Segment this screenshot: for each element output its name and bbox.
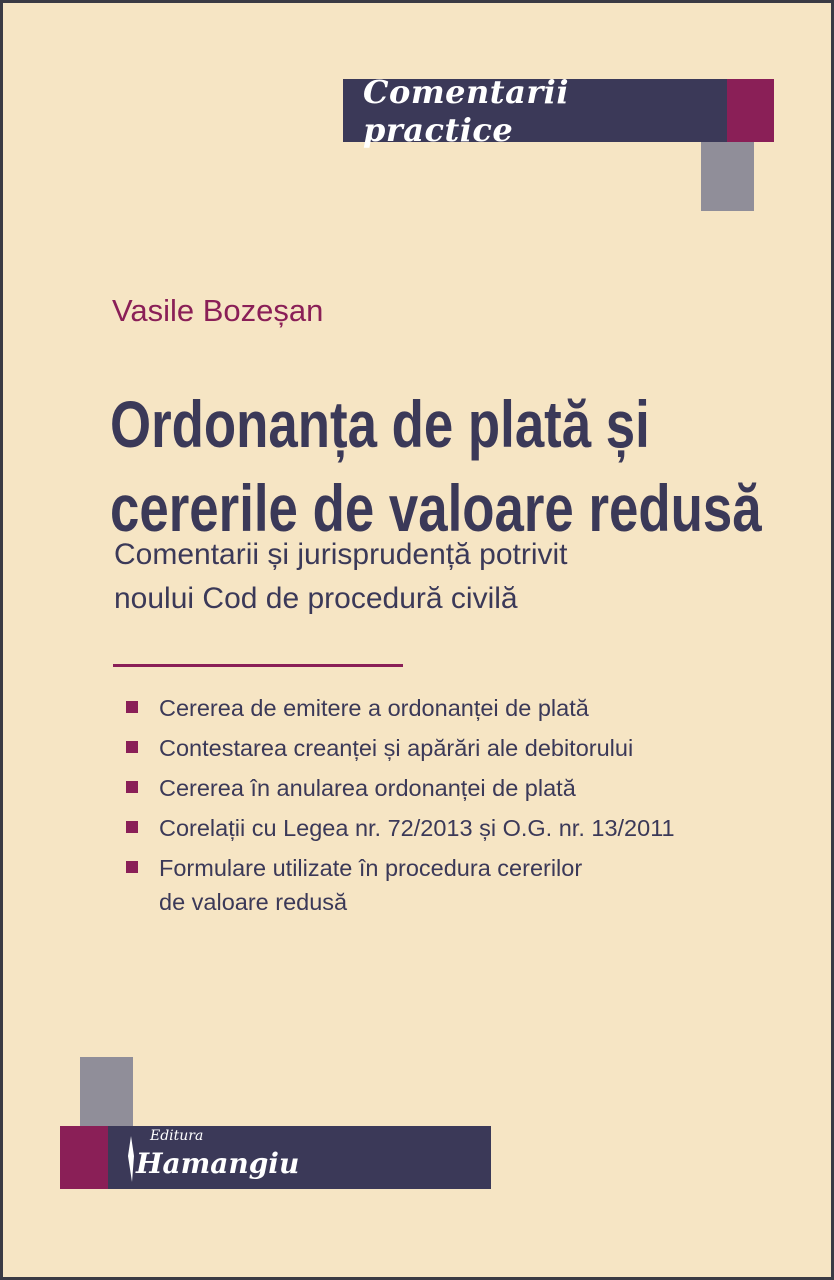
title-line-1: Ordonanța de plată și [110, 387, 650, 461]
publisher-name: Hamangiu [136, 1147, 300, 1180]
list-item-text-cont: de valoare redusă [159, 889, 348, 915]
accent-block-top [727, 79, 774, 142]
bullet-square-icon [126, 701, 138, 713]
topic-list [126, 688, 675, 916]
book-title [110, 382, 762, 550]
list-item [126, 768, 675, 808]
bullet-square-icon [126, 861, 138, 873]
book-subtitle [114, 533, 568, 621]
gray-block-bottom [80, 1057, 133, 1126]
list-item-text: Cererea de emitere a ordonanței de plată [159, 695, 589, 721]
bullet-square-icon [126, 821, 138, 833]
publisher-logo [108, 1126, 491, 1189]
accent-block-bottom [60, 1126, 108, 1189]
gray-block-top [701, 142, 754, 211]
list-item-text: Contestarea creanței și apărări ale debitorului [159, 735, 634, 761]
list-item [126, 848, 675, 916]
series-banner [343, 72, 727, 149]
list-item [126, 688, 675, 728]
divider [113, 664, 403, 667]
publisher-prefix: Editura [150, 1128, 204, 1144]
author-name: Vasile Bozeșan [112, 293, 324, 328]
list-item-text: Corelații cu Legea nr. 72/2013 și O.G. nr. 13/2011 [159, 815, 675, 841]
bullet-square-icon [126, 741, 138, 753]
series-label: Comentarii practice [363, 72, 569, 149]
subtitle-line-2: noului Cod de procedură civilă [114, 582, 518, 615]
bullet-square-icon [126, 781, 138, 793]
list-item [126, 808, 675, 848]
list-item [126, 728, 675, 768]
title-line-2: cererile de valoare redusă [110, 471, 762, 545]
list-item-text: Cererea în anularea ordonanței de plată [159, 775, 576, 801]
subtitle-line-1: Comentarii și jurisprudență potrivit [114, 538, 568, 571]
list-item-text: Formulare utilizate în procedura cererilor [159, 855, 583, 881]
